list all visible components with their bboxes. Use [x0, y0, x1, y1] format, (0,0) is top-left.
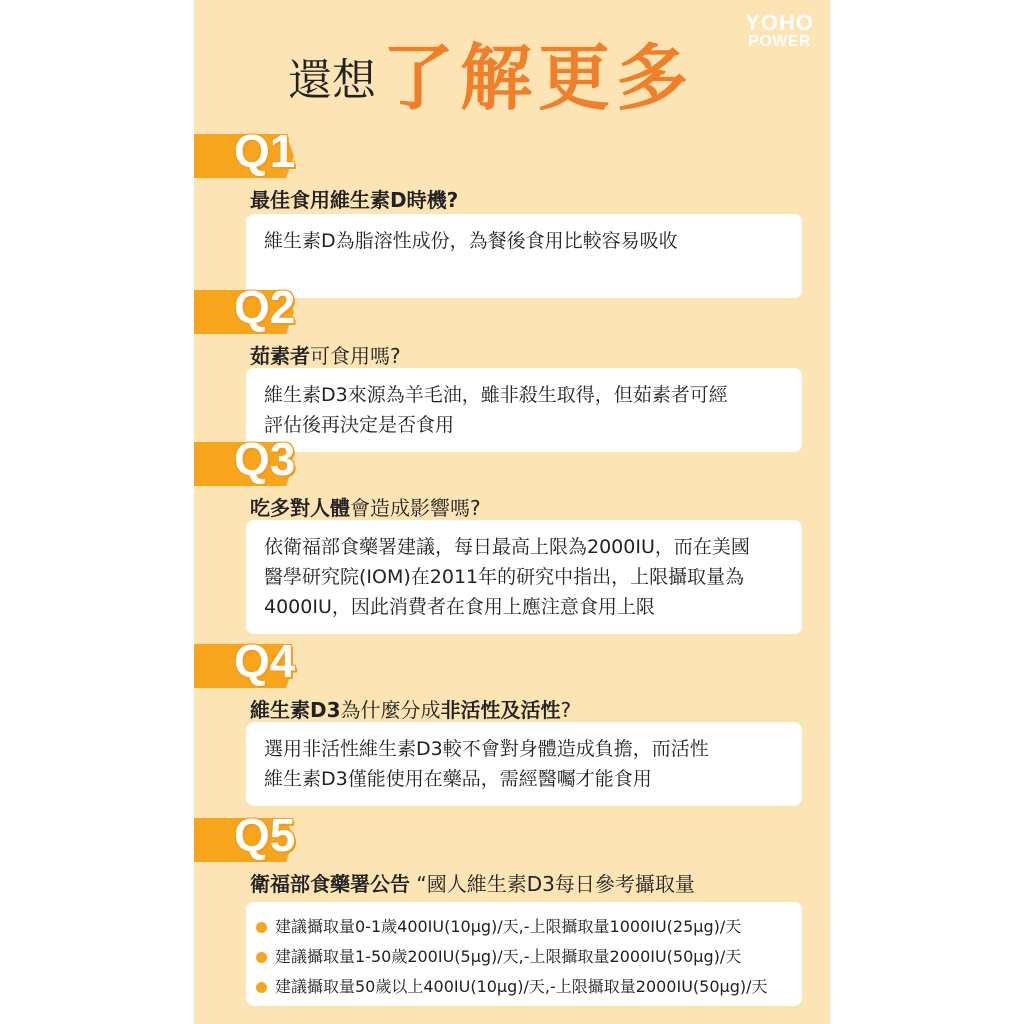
- q3-answer-line: 4000IU，因此消費者在食用上應注意食用上限: [264, 596, 655, 618]
- q5-question: [250, 868, 695, 897]
- q4-question-bold-2: 非活性及活性: [440, 698, 561, 722]
- q1-answer-line: 維生素D為脂溶性成份，為餐後食用比較容易吸收: [264, 230, 678, 252]
- q4-question-end: ?: [560, 698, 572, 722]
- q2-question-rest: 可食用嗎?: [310, 344, 401, 368]
- q2-answer-box: [246, 368, 802, 452]
- list-item-text: 建議攝取量1-50歲200IU(5μg)/天,-上限攝取量2000IU(50μg)/天: [275, 947, 742, 966]
- q1-answer-box: [246, 214, 802, 298]
- q3-answer-line: 依衛福部食藥署建議，每日最高上限為2000IU，而在美國: [264, 536, 750, 558]
- q3-label: Q3: [234, 433, 296, 485]
- q4-answer-line: 選用非活性維生素D3較不會對身體造成負擔，而活性: [264, 738, 709, 760]
- q4-question: [250, 694, 571, 723]
- q1-question: [250, 184, 458, 213]
- q2-question-bold: 茹素者: [250, 344, 310, 368]
- title-part-1: 還想: [288, 55, 376, 106]
- q3-answer-line: 醫學研究院(IOM)在2011年的研究中指出，上限攝取量為: [264, 566, 745, 588]
- logo-line-2: POWER: [748, 33, 812, 50]
- bullet-dot-icon: [256, 922, 267, 933]
- logo-line-1: YOHO: [745, 10, 814, 35]
- q1-label: Q1: [234, 125, 296, 177]
- list-item-text: 建議攝取量0-1歲400IU(10μg)/天,-上限攝取量1000IU(25μg)/天: [275, 917, 742, 936]
- list-item: [256, 942, 792, 972]
- q5-answer-box: [246, 902, 802, 1006]
- faq-panel: [194, 0, 830, 1024]
- q4-label: Q4: [234, 635, 296, 687]
- title-part-2: 了解更多: [382, 36, 695, 120]
- brand-logo: [745, 12, 814, 50]
- q1-question-bold: 最佳食用維生素D時機?: [250, 188, 459, 212]
- q2-label: Q2: [234, 281, 296, 333]
- bullet-dot-icon: [256, 952, 267, 963]
- q4-question-mid: 為什麼分成: [340, 698, 441, 722]
- q4-answer-box: [246, 722, 802, 806]
- q3-question-bold: 吃多對人體: [250, 496, 350, 520]
- list-item: [256, 972, 792, 1002]
- q2-answer-line: 維生素D3來源為羊毛油，雖非殺生取得，但茹素者可經: [264, 384, 728, 406]
- q3-question-rest: 會造成影響嗎?: [350, 496, 481, 520]
- q2-question: [250, 340, 401, 369]
- q3-question: [250, 492, 481, 521]
- page-title: [288, 22, 694, 122]
- list-item-text: 建議攝取量50歲以上400IU(10μg)/天,-上限攝取量2000IU(50μg)/天: [275, 977, 768, 996]
- q4-answer-line: 維生素D3僅能使用在藥品，需經醫囑才能食用: [264, 768, 652, 790]
- q5-label: Q5: [234, 809, 296, 861]
- q5-question-bold: 衛福部食藥署公告: [250, 872, 410, 896]
- q3-answer-box: [246, 520, 802, 634]
- list-item: [256, 912, 792, 942]
- q4-question-bold-1: 維生素D3: [250, 698, 341, 722]
- bullet-dot-icon: [256, 982, 267, 993]
- q2-answer-line: 評估後再決定是否食用: [264, 414, 455, 436]
- q5-question-rest: “國人維生素D3每日參考攝取量: [410, 872, 695, 896]
